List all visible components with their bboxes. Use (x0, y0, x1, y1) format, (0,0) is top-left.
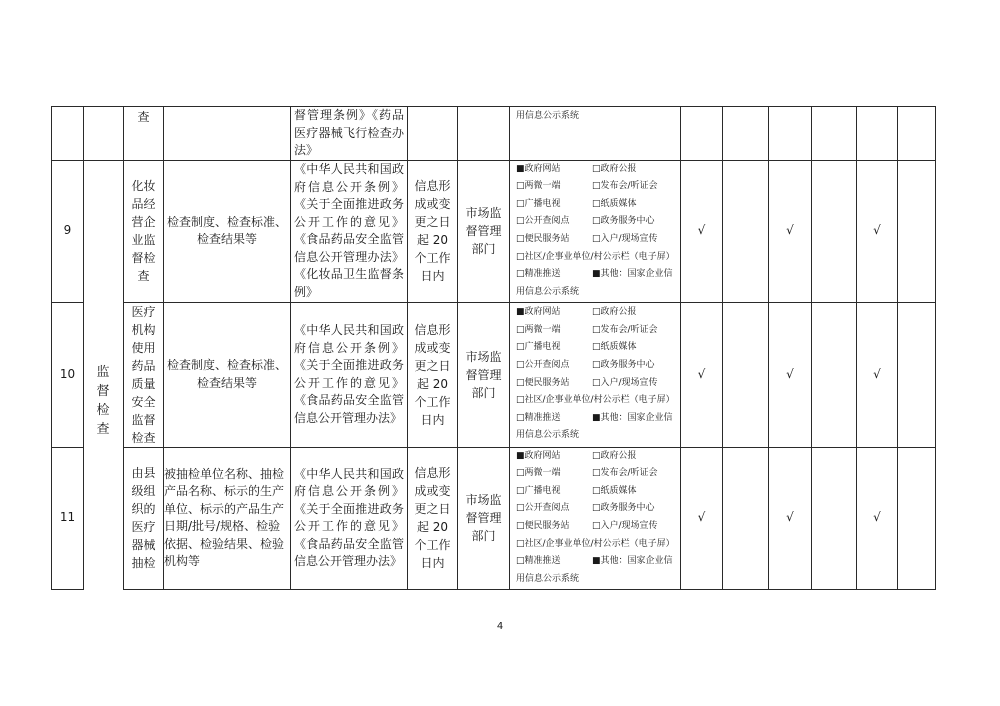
channel-option: □精准推送 (516, 556, 561, 567)
channel-option: 用信息公示系统 (516, 573, 580, 584)
empty-check (812, 447, 857, 589)
channel-option: □发布会/听证会 (592, 181, 658, 192)
channel-option: □公开查阅点 (516, 216, 570, 227)
empty-check (723, 160, 769, 302)
channel-option: □入户/现场宣传 (592, 377, 658, 388)
check-mark: √ (769, 447, 812, 589)
cell-check (812, 107, 857, 161)
cell-name: 查 (124, 107, 164, 161)
channel-option: □发布会/听证会 (592, 324, 658, 335)
empty-check (898, 160, 936, 302)
channel-option: □入户/现场宣传 (592, 521, 658, 531)
channel-line (510, 536, 680, 554)
check-mark: √ (681, 447, 723, 589)
channel-line (510, 448, 680, 466)
disclosure-timing: 信息形成或变更之日起 20 个工作日内 (408, 160, 458, 302)
channel-option: □精准推送 (516, 269, 561, 280)
channel-line (510, 357, 680, 375)
channel-option: 用信息公示系统 (516, 430, 580, 441)
channel-option: □社区/企事业单位/村公示栏（电子屏） (516, 251, 675, 262)
disclosure-channels (510, 447, 681, 589)
cell-subject (458, 107, 510, 161)
channel-line (510, 465, 680, 483)
category-label: 监督检查 (96, 365, 116, 437)
table-row (52, 160, 936, 302)
check-mark: √ (769, 160, 812, 302)
channel-option: □政务服务中心 (592, 216, 655, 227)
channel-line (510, 161, 680, 179)
cell-category (84, 107, 124, 161)
channel-line (510, 213, 680, 231)
item-name: 化妆品经营企业监督检查 (124, 160, 164, 302)
channel-option: □政务服务中心 (592, 503, 655, 514)
channel-option: □两微一端 (516, 181, 561, 192)
empty-check (723, 447, 769, 589)
channel-line (510, 518, 680, 536)
channel-line (510, 304, 680, 322)
channel-line (510, 339, 680, 357)
page-number: 4 (496, 621, 504, 632)
empty-check (812, 160, 857, 302)
channel-option: □发布会/听证会 (592, 468, 658, 479)
check-mark: √ (857, 447, 898, 589)
channel-line (510, 178, 680, 196)
cell-channels: 用信息公示系统 (510, 107, 681, 161)
check-mark: √ (769, 302, 812, 447)
item-name: 由县级组织的医疗器械抽检 (124, 447, 164, 589)
channel-option: □纸质媒体 (592, 342, 637, 353)
channel-option: □社区/企事业单位/村公示栏（电子屏） (516, 395, 675, 406)
channel-option: 用信息公示系统 (516, 286, 580, 297)
channel-line (510, 322, 680, 340)
channel-option: □便民服务站 (516, 521, 570, 531)
channel-option: □纸质媒体 (592, 198, 637, 209)
cell-timing (408, 107, 458, 161)
check-mark: √ (681, 302, 723, 447)
channel-line (510, 571, 680, 589)
channel-option: ■其他：国家企业信 (592, 269, 673, 280)
channel-option: □政府公报 (592, 450, 637, 461)
channel-option: □政府公报 (592, 307, 637, 318)
legal-basis: 《中华人民共和国政府信息公开条例》《关于全面推进政务公开工作的意见》《食品药品安全监管信息公开管理办法》 (291, 447, 408, 589)
disclosure-content: 检查制度、检查标准、检查结果等 (164, 160, 291, 302)
check-mark: √ (857, 160, 898, 302)
disclosure-channels (510, 160, 681, 302)
channel-option: ■其他：国家企业信 (592, 556, 673, 567)
channel-option: ■政府网站 (516, 163, 561, 174)
channel-line (510, 284, 680, 302)
cell-law: 督管理条例》《药品医疗器械飞行检查办法》 (291, 107, 408, 161)
cell-check (723, 107, 769, 161)
check-mark: √ (857, 302, 898, 447)
channel-option: □社区/企事业单位/村公示栏（电子屏） (516, 538, 675, 549)
cell-no (52, 107, 84, 161)
cell-check (898, 107, 936, 161)
table-row (52, 107, 936, 161)
empty-check (723, 302, 769, 447)
channel-option: ■政府网站 (516, 307, 561, 318)
disclosure-timing: 信息形成或变更之日起 20 个工作日内 (408, 447, 458, 589)
cell-check (769, 107, 812, 161)
cell-check (681, 107, 723, 161)
row-number: 9 (52, 160, 84, 302)
disclosure-subject: 市场监督管理部门 (458, 302, 510, 447)
channel-option: □纸质媒体 (592, 485, 637, 496)
channel-option: □公开查阅点 (516, 359, 570, 370)
channel-option: □两微一端 (516, 324, 561, 335)
disclosure-channels (510, 302, 681, 447)
disclosure-content: 检查制度、检查标准、检查结果等 (164, 302, 291, 447)
channel-line (510, 231, 680, 249)
channel-option: □政府公报 (592, 163, 637, 174)
channel-option: □广播电视 (516, 485, 561, 496)
channel-line (510, 500, 680, 518)
cell-check (857, 107, 898, 161)
channel-option: □两微一端 (516, 468, 561, 479)
channel-line (510, 483, 680, 501)
channel-option: □公开查阅点 (516, 503, 570, 514)
disclosure-table (51, 106, 936, 590)
legal-basis: 《中华人民共和国政府信息公开条例》《关于全面推进政务公开工作的意见》《食品药品安全监管信息公开管理办法》《化妆品卫生监督条例》 (291, 160, 408, 302)
channel-option: □广播电视 (516, 342, 561, 353)
channel-line (510, 375, 680, 393)
disclosure-subject: 市场监督管理部门 (458, 447, 510, 589)
row-number: 11 (52, 447, 84, 589)
disclosure-content: 被抽检单位名称、抽检产品名称、标示的生产单位、标示的产品生产日期/批号/规格、检验依据、检验结果、检验机构等 (164, 447, 291, 589)
channel-option: □广播电视 (516, 198, 561, 209)
channel-option: □便民服务站 (516, 377, 570, 388)
channel-line (510, 427, 680, 445)
cell-content (164, 107, 291, 161)
channel-option: □入户/现场宣传 (592, 234, 658, 244)
empty-check (898, 447, 936, 589)
channel-option: ■政府网站 (516, 450, 561, 461)
channel-line (510, 553, 680, 571)
row-number: 10 (52, 302, 84, 447)
legal-basis: 《中华人民共和国政府信息公开条例》《关于全面推进政务公开工作的意见》《食品药品安全监管信息公开管理办法》 (291, 302, 408, 447)
empty-check (812, 302, 857, 447)
channel-line (510, 249, 680, 267)
item-name: 医疗机构使用药品质量安全监督检查 (124, 302, 164, 447)
check-mark: √ (681, 160, 723, 302)
channel-line (510, 196, 680, 214)
channel-option: □精准推送 (516, 412, 561, 423)
channel-option: □政务服务中心 (592, 359, 655, 370)
channel-line (510, 410, 680, 428)
disclosure-timing: 信息形成或变更之日起 20 个工作日内 (408, 302, 458, 447)
channel-line (510, 392, 680, 410)
table-row (52, 302, 936, 447)
channel-option: ■其他：国家企业信 (592, 412, 673, 423)
channel-option: □便民服务站 (516, 234, 570, 244)
channel-line (510, 266, 680, 284)
empty-check (898, 302, 936, 447)
table-row (52, 447, 936, 589)
disclosure-subject: 市场监督管理部门 (458, 160, 510, 302)
